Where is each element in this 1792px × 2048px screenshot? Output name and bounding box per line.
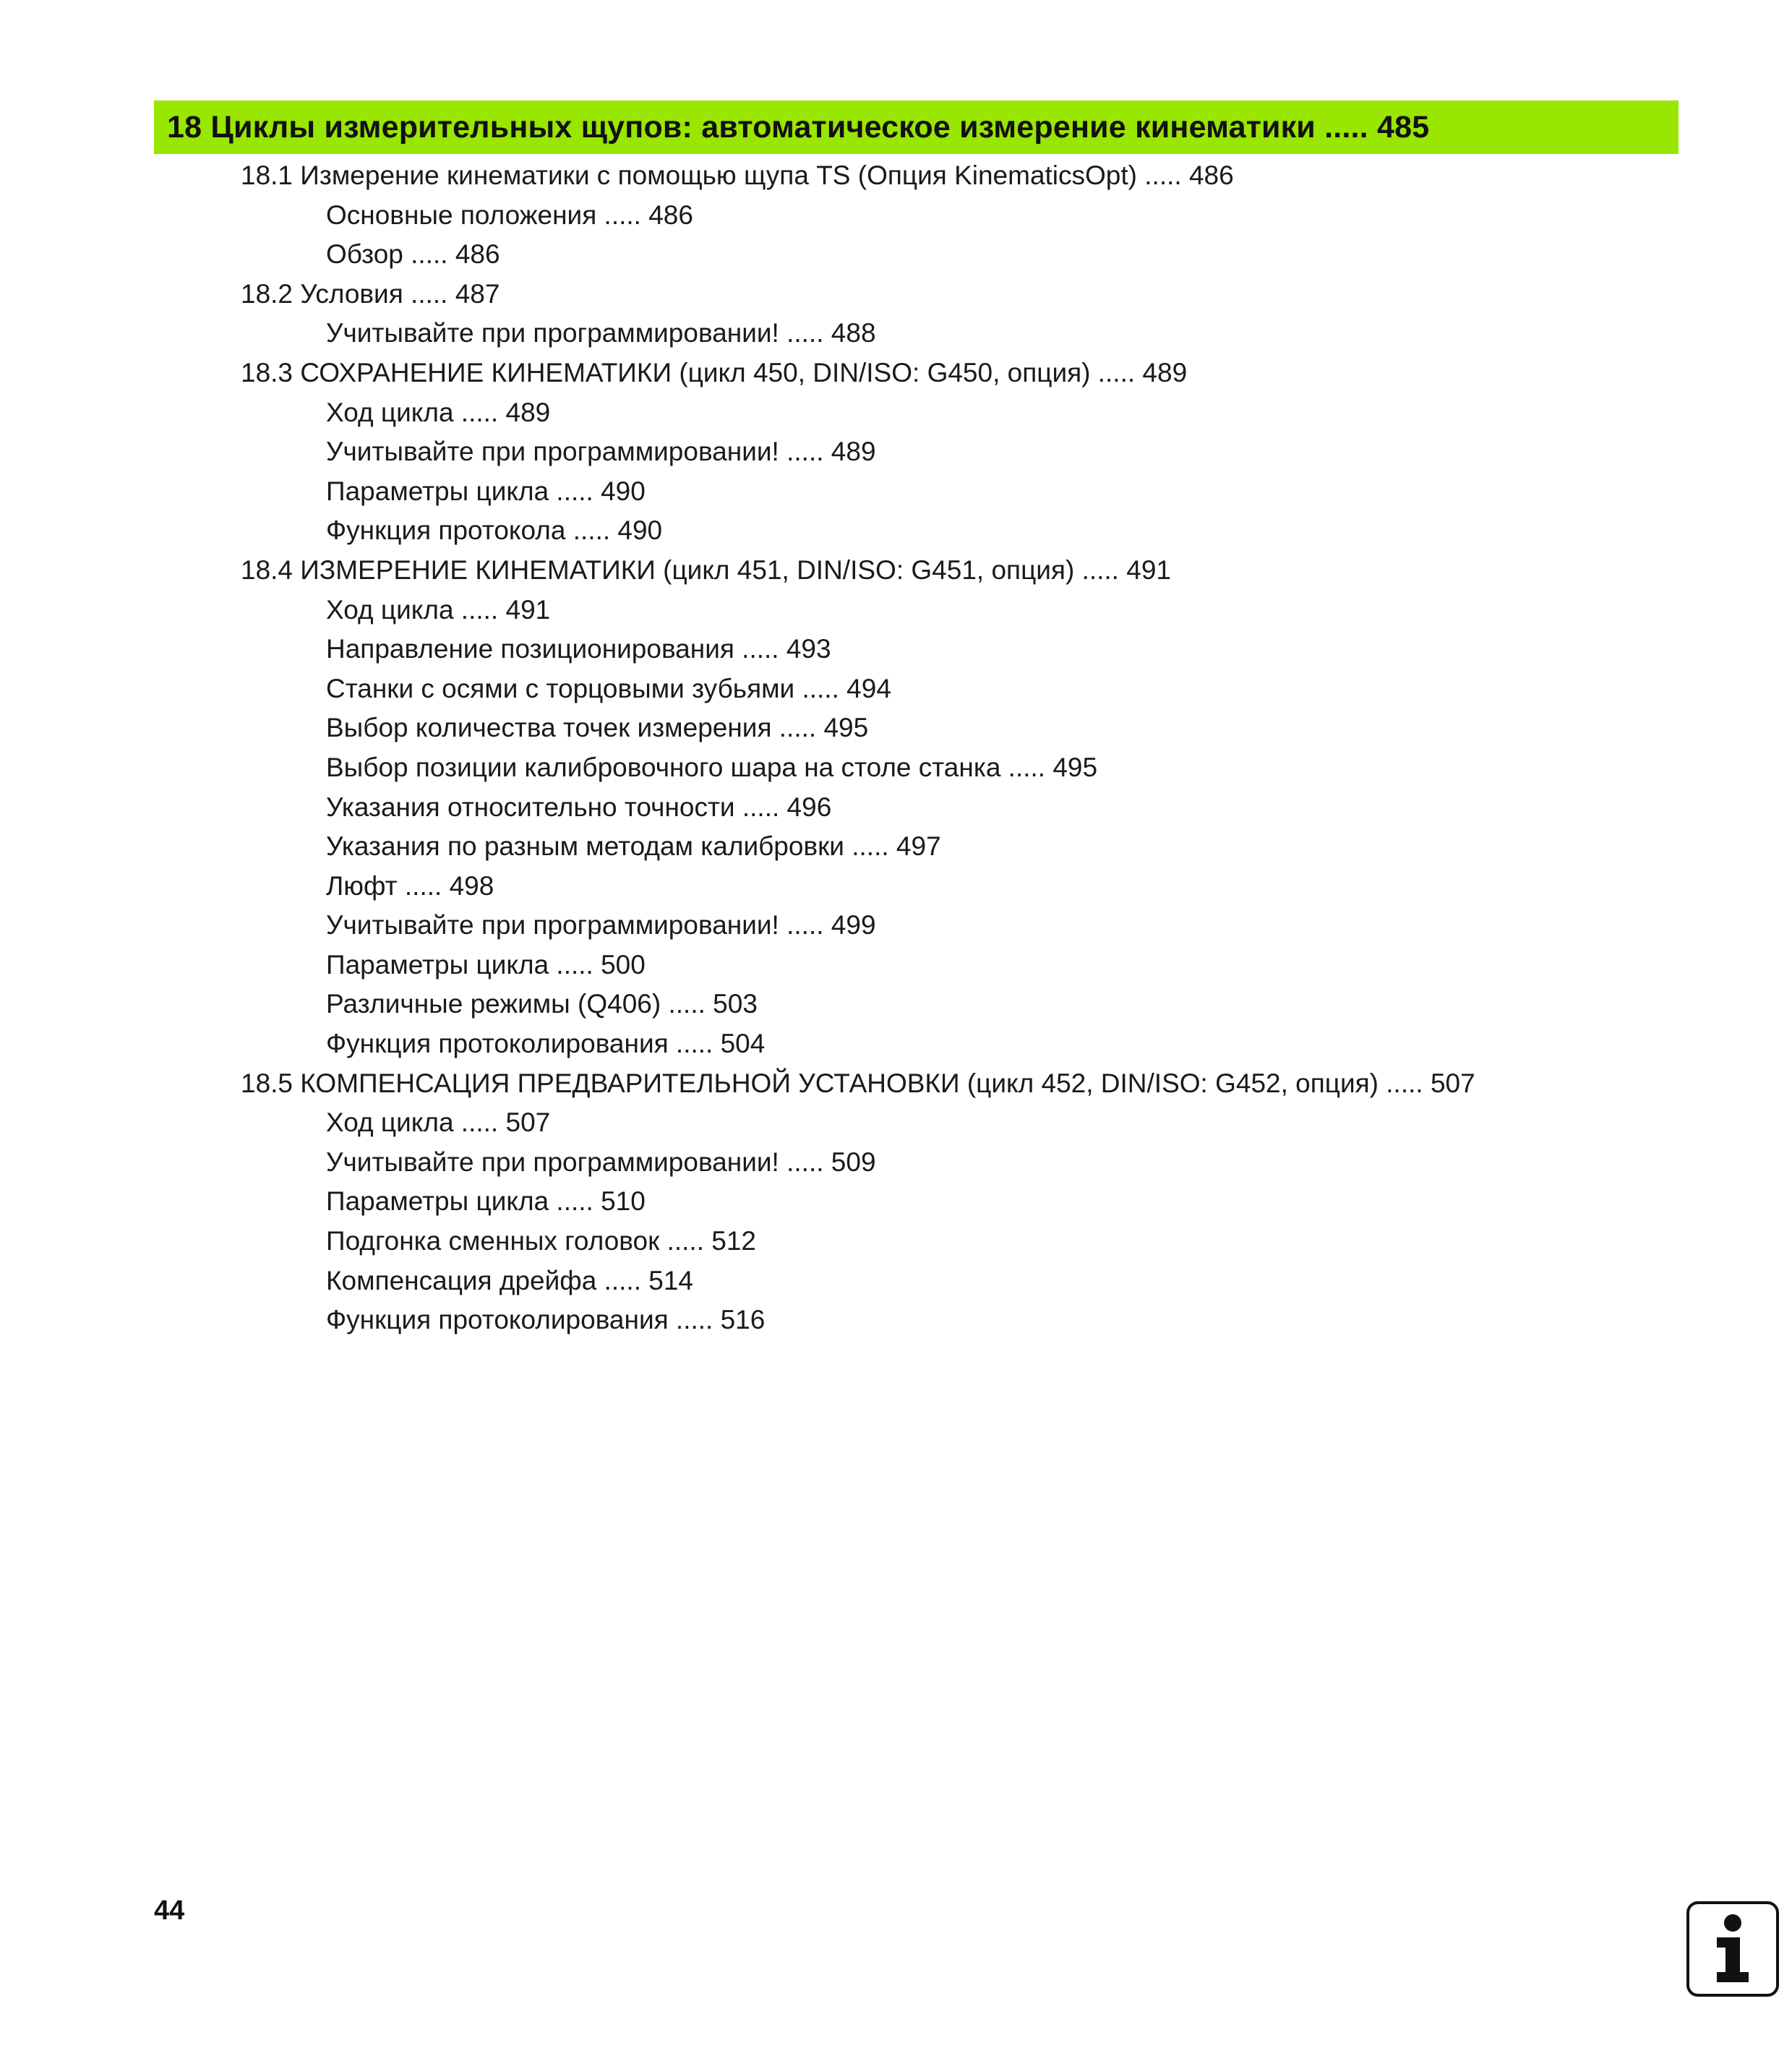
toc-subsection-entry[interactable]: Ход цикла ..... 489 bbox=[326, 397, 551, 427]
toc-subsection-entry[interactable]: Функция протоколирования ..... 504 bbox=[326, 1029, 766, 1059]
toc-section-entry[interactable]: 18.5 КОМПЕНСАЦИЯ ПРЕДВАРИТЕЛЬНОЙ УСТАНОВКИ (цикл 452, DIN/ISO: G452, опция) ..... 507 bbox=[241, 1068, 1475, 1098]
toc-subsection-entry[interactable]: Ход цикла ..... 507 bbox=[326, 1107, 551, 1138]
toc-subsection-entry[interactable]: Учитывайте при программировании! ..... 489 bbox=[326, 437, 876, 467]
toc-section-entry[interactable]: 18.4 ИЗМЕРЕНИЕ КИНЕМАТИКИ (цикл 451, DIN/ISO: G451, опция) ..... 491 bbox=[241, 554, 1171, 585]
toc-subsection-entry[interactable]: Направление позиционирования ..... 493 bbox=[326, 634, 831, 664]
toc-subsection-entry[interactable]: Подгонка сменных головок ..... 512 bbox=[326, 1226, 756, 1256]
chapter-title: 18 Циклы измерительных щупов: автоматическое измерение кинематики ..... 485 bbox=[167, 109, 1430, 145]
page-number: 44 bbox=[154, 1895, 185, 1926]
toc-subsection-entry[interactable]: Выбор количества точек измерения ..... 495 bbox=[326, 713, 869, 743]
toc-subsection-entry[interactable]: Основные положения ..... 486 bbox=[326, 200, 693, 230]
table-of-contents bbox=[0, 156, 1475, 1340]
toc-subsection-entry[interactable]: Указания относительно точности ..... 496 bbox=[326, 792, 832, 822]
toc-subsection-entry[interactable]: Функция протокола ..... 490 bbox=[326, 515, 663, 546]
toc-section-entry[interactable]: 18.3 СОХРАНЕНИЕ КИНЕМАТИКИ (цикл 450, DIN/ISO: G450, опция) ..... 489 bbox=[241, 357, 1188, 387]
toc-subsection-entry[interactable]: Выбор позиции калибровочного шара на столе станка ..... 495 bbox=[326, 752, 1098, 782]
info-icon bbox=[1686, 1901, 1779, 1997]
toc-subsection-entry[interactable]: Функция протоколирования ..... 516 bbox=[326, 1305, 766, 1335]
chapter-heading-bar bbox=[154, 100, 1679, 154]
toc-subsection-entry[interactable]: Ход цикла ..... 491 bbox=[326, 594, 551, 625]
toc-subsection-entry[interactable]: Параметры цикла ..... 510 bbox=[326, 1186, 646, 1217]
toc-section-entry[interactable]: 18.2 Условия ..... 487 bbox=[241, 278, 500, 309]
toc-subsection-entry[interactable]: Учитывайте при программировании! ..... 488 bbox=[326, 318, 876, 348]
toc-subsection-entry[interactable]: Указания по разным методам калибровки ..... 497 bbox=[326, 831, 941, 862]
toc-subsection-entry[interactable]: Параметры цикла ..... 490 bbox=[326, 476, 646, 506]
toc-subsection-entry[interactable]: Станки с осями с торцовыми зубьями ..... 494 bbox=[326, 673, 891, 703]
toc-subsection-entry[interactable]: Различные режимы (Q406) ..... 503 bbox=[326, 989, 758, 1019]
toc-subsection-entry[interactable]: Учитывайте при программировании! ..... 509 bbox=[326, 1147, 876, 1177]
toc-subsection-entry[interactable]: Учитывайте при программировании! ..... 499 bbox=[326, 910, 876, 941]
toc-subsection-entry[interactable]: Обзор ..... 486 bbox=[326, 239, 500, 270]
toc-subsection-entry[interactable]: Параметры цикла ..... 500 bbox=[326, 949, 646, 980]
toc-subsection-entry[interactable]: Компенсация дрейфа ..... 514 bbox=[326, 1265, 693, 1295]
toc-subsection-entry[interactable]: Люфт ..... 498 bbox=[326, 870, 494, 901]
toc-section-entry[interactable]: 18.1 Измерение кинематики с помощью щупа TS (Опция KinematicsOpt) ..... 486 bbox=[241, 160, 1234, 190]
